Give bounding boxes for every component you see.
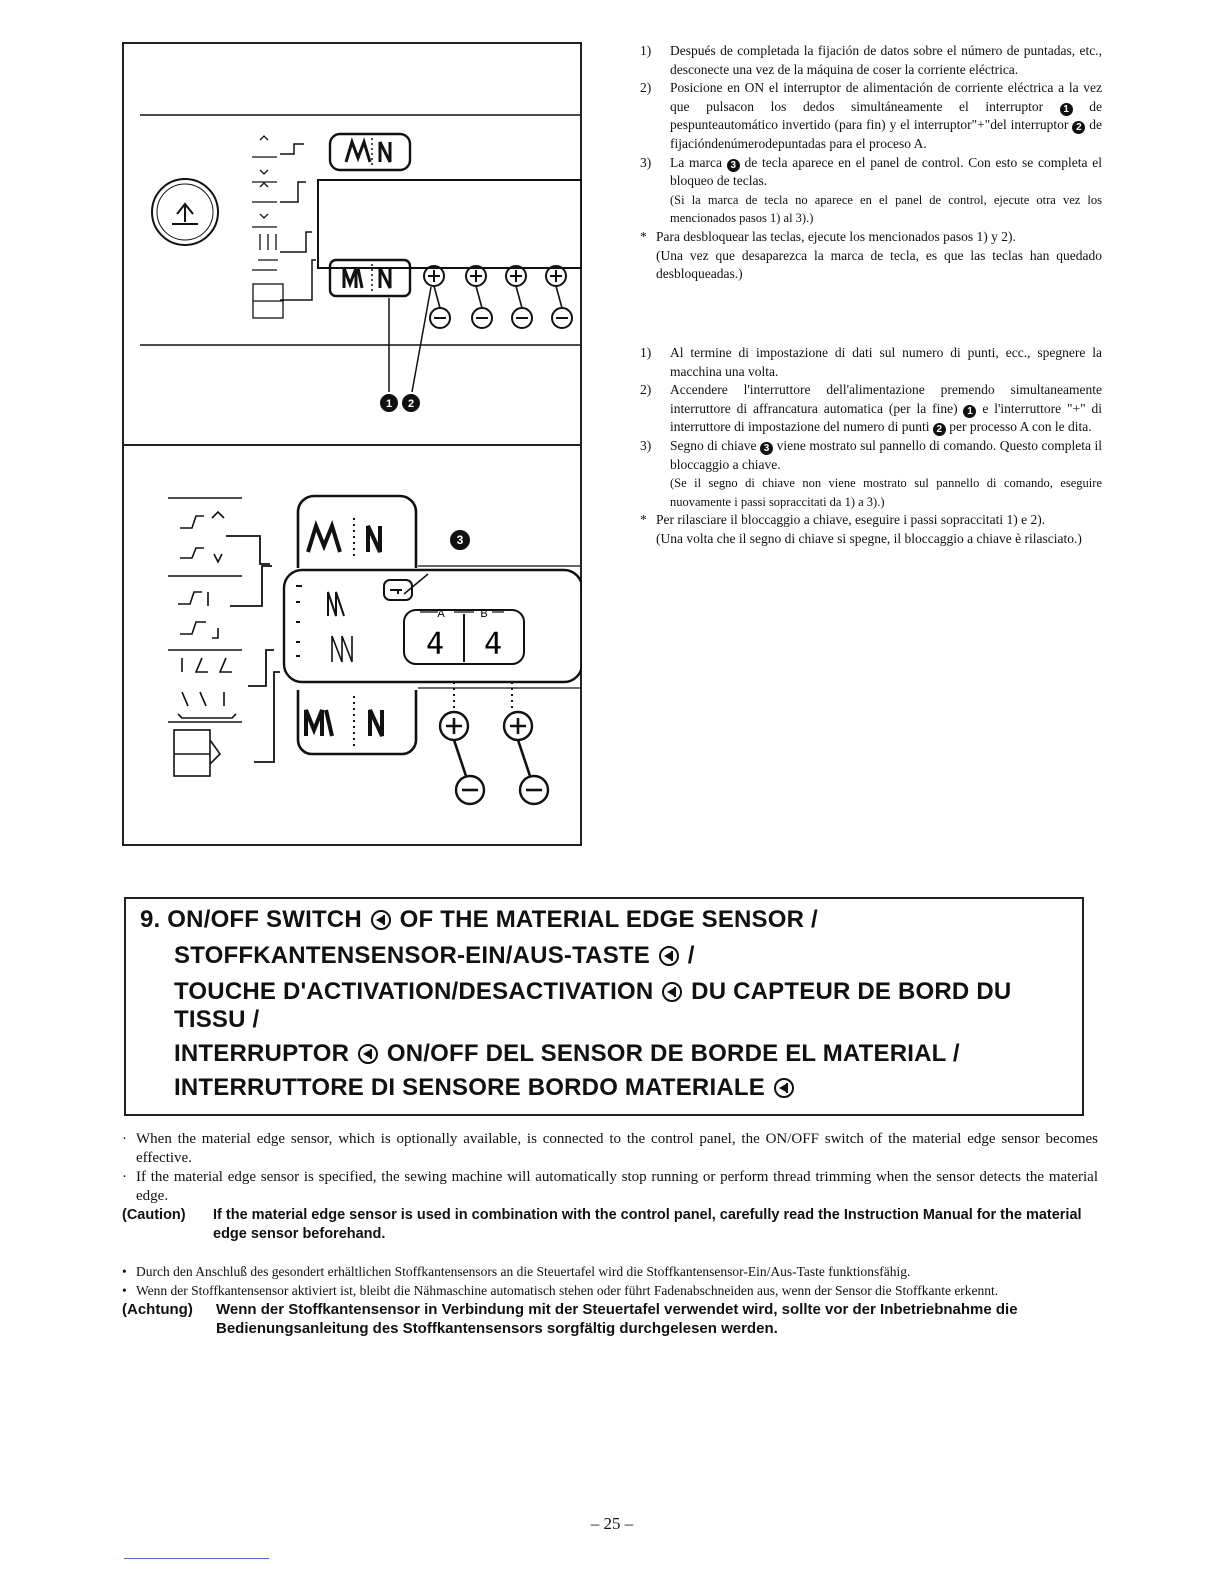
- edge-sensor-icon: [774, 1078, 794, 1098]
- bullet-dot: ·: [122, 1169, 127, 1185]
- it-step-3-part-a: Segno di chiave: [670, 437, 757, 453]
- heading-fr-part-b: DU CAPTEUR DE BORD DU: [691, 978, 1012, 1005]
- heading-en-part-a: ON/OFF SWITCH: [167, 906, 362, 933]
- edge-sensor-icon: [358, 1044, 378, 1064]
- callout-badge-3: 3: [760, 442, 773, 455]
- achtung-label: (Achtung): [122, 1301, 193, 1318]
- es-step-1: [640, 42, 1102, 79]
- heading-en-part-b: OF THE MATERIAL EDGE SENSOR /: [399, 906, 818, 933]
- segment-a-digit: 4: [425, 627, 445, 662]
- svg-text:2: 2: [407, 398, 415, 410]
- heading-de-part-b: /: [687, 942, 695, 969]
- edge-sensor-icon: [371, 910, 391, 930]
- de-bullet-2: [122, 1281, 1098, 1300]
- german-section: [122, 1262, 1098, 1338]
- section-heading-line-6: [140, 1073, 1072, 1103]
- callout-badge-2: 2: [933, 423, 946, 436]
- en-bullet-1-text: When the material edge sensor, which is optionally available, is connected to the control panel, the ON/OFF switch of the material edge sensor becomes effective.: [136, 1131, 1098, 1166]
- italian-instructions: [640, 344, 1102, 549]
- spanish-instructions: [640, 42, 1102, 284]
- caution-text: If the material edge sensor is used in combination with the control panel, carefully read the Instruction Manual for the material edge sensor beforehand.: [213, 1207, 1082, 1242]
- callout-badge-1: 1: [1060, 103, 1073, 116]
- top-display-upper: [330, 134, 410, 170]
- it-step-2-text: [670, 381, 1102, 437]
- bullet-dot: •: [122, 1264, 127, 1279]
- es-step-1-text: Después de completada la fijación de datos sobre el número de puntadas, etc., desconecte una vez de la máquina de coser la corriente eléctrica.: [670, 43, 1102, 77]
- bottom-plus-minus-keys[interactable]: [440, 682, 548, 804]
- es-unlock-note: [640, 228, 1102, 284]
- it-step-2-part-b: e l'interruttore "+" di interruttore di impostazione del numero di punti: [670, 400, 1102, 435]
- it-step-2: [640, 381, 1102, 437]
- es-step-2-text: [670, 79, 1102, 153]
- bullet-dot: ·: [122, 1131, 127, 1147]
- en-bullet-2: [122, 1168, 1098, 1206]
- es-note-star: *: [640, 228, 647, 244]
- section-number: 9.: [140, 906, 161, 933]
- it-step-3-num: 3): [640, 437, 652, 453]
- en-bullet-2-text: If the material edge sensor is specified, the sewing machine will automatically stop running or perform thread trimming when the sensor detects the material edge.: [136, 1169, 1098, 1204]
- it-step-3-part-b: viene mostrato sul pannello di comando. Questo completa il bloccaggio a chiave.: [670, 437, 1103, 472]
- section-heading-line-5: [140, 1039, 1072, 1069]
- it-note-sub: (Una volta che il segno di chiave si spegne, il bloccaggio a chiave è rilasciato.): [656, 530, 1082, 546]
- it-note-star: *: [640, 512, 647, 528]
- heading-it-part-a: INTERRUTTORE DI SENSORE BORDO MATERIALE: [174, 1074, 765, 1101]
- bullet-dot: •: [122, 1283, 127, 1298]
- achtung-text: Wenn der Stoffkantensensor in Verbindung mit der Steuertafel verwendet wird, sollte vor der Inbetriebnahme die Bedienungsanleitung des Stoffkantensensors sorgfältig durchgelesen werden.: [216, 1301, 1018, 1337]
- es-step-3-text: [670, 154, 1102, 228]
- svg-text:1: 1: [385, 398, 393, 410]
- de-bullet-2-text: Wenn der Stoffkantensensor aktiviert ist, bleibt die Nähmaschine automatisch stehen oder führt Fadenabschneiden aus, wenn der Sensor die Stoffkante erkennt.: [136, 1283, 999, 1298]
- caution-label: (Caution): [122, 1207, 186, 1223]
- es-note-text: Para desbloquear las teclas, ejecute los mencionados pasos 1) y 2).: [656, 228, 1016, 244]
- es-step-2-num: 2): [640, 80, 652, 96]
- heading-de-part-a: STOFFKANTENSENSOR-EIN/AUS-TASTE: [174, 942, 650, 969]
- english-section: [122, 1130, 1098, 1244]
- corner-rule: [124, 1558, 269, 1559]
- top-display-lower: [330, 260, 410, 296]
- es-step-3-part-b: de tecla aparece en el panel de control. Con esto se completa el bloqueo de teclas.: [670, 154, 1103, 189]
- it-step-3: [640, 437, 1102, 511]
- heading-es-part-b: ON/OFF DEL SENSOR DE BORDE EL MATERIAL /: [386, 1040, 960, 1067]
- edge-sensor-icon: [662, 982, 682, 1002]
- callout-badge-1: 1: [963, 405, 976, 418]
- it-step-3-text: [670, 437, 1102, 511]
- section-heading-line-2: [140, 941, 1072, 971]
- it-step-2-part-a: Accendere l'interruttore dell'alimentazione premendo simultaneamente interruttore di affrancatura automatica (per la fine): [670, 382, 1102, 416]
- callout-badge-2: 2: [1072, 121, 1085, 134]
- it-note-text: Per rilasciare il bloccaggio a chiave, eseguire i passi sopraccitati 1) e 2).: [656, 512, 1046, 528]
- es-step-3-num: 3): [640, 154, 652, 170]
- heading-es-part-a: INTERRUPTOR: [174, 1040, 350, 1067]
- es-step-3: [640, 154, 1102, 228]
- section-heading-line-1: [140, 905, 1072, 935]
- it-step-3-sub: (Se il segno di chiave non viene mostrato sul pannello di comando, eseguire nuovamente i passi sopraccitati da 1) a 3).): [670, 476, 1102, 509]
- it-step-2-part-c: per processo A con le dita.: [949, 419, 1092, 435]
- it-step-2-num: 2): [640, 382, 652, 398]
- de-bullet-1-text: Durch den Anschluß des gesondert erhältlichen Stoffkantensensors an die Steuertafel wird die Stoffkantensensor-Ein/Aus-Taste funktionsfähig.: [136, 1264, 911, 1279]
- es-step-2-part-a: Posicione en ON el interruptor de alimentación de corriente eléctrica a la vez que pulsacon los dedos simultáneamente el interruptor: [670, 80, 1102, 114]
- top-plus-minus-keys[interactable]: [424, 266, 572, 328]
- segment-b-digit: 4: [483, 627, 503, 662]
- en-bullet-1: [122, 1130, 1098, 1168]
- control-panel-diagram: [122, 42, 582, 846]
- pattern-icons-bottom: [168, 498, 242, 776]
- en-caution: [122, 1206, 1098, 1244]
- de-bullet-1: [122, 1262, 1098, 1281]
- es-step-2-part-b: de pespunteautomático invertido (para fin) y el interruptor"+"del interruptor: [670, 98, 1103, 133]
- es-note-sub: (Una vez que desaparezca la marca de tecla, es que las teclas han quedado desbloqueadas.): [656, 247, 1102, 282]
- heading-fr-part-a: TOUCHE D'ACTIVATION/DESACTIVATION: [174, 978, 654, 1005]
- bottom-display-lcd: [284, 570, 582, 682]
- it-step-1-num: 1): [640, 345, 652, 360]
- section-heading-line-3: [140, 977, 1072, 1007]
- heading-fr-part-c: TISSU /: [174, 1006, 260, 1033]
- es-step-2: [640, 79, 1102, 153]
- label-a: A: [437, 608, 445, 620]
- page-number: – 25 –: [590, 1514, 634, 1533]
- it-unlock-note: [640, 511, 1102, 548]
- it-step-1-text: Al termine di impostazione di dati sul numero di punti, ecc., spegnere la macchina una volta.: [670, 345, 1102, 379]
- de-achtung: [122, 1300, 1098, 1338]
- top-display-lcd: [318, 180, 582, 268]
- reverse-stitch-button[interactable]: [152, 179, 218, 245]
- edge-sensor-icon: [659, 946, 679, 966]
- es-step-2-part-c: de fijacióndenúmerodepuntadas para el proceso A.: [670, 117, 1103, 151]
- section-heading-box: [124, 897, 1084, 1116]
- label-b: B: [480, 608, 488, 620]
- es-step-3-sub: (Si la marca de tecla no aparece en el panel de control, ejecute otra vez los mencionados pasos 1) al 3).): [670, 192, 1102, 226]
- section-heading-line-4: [140, 1005, 1072, 1035]
- es-step-3-part-a: La marca: [670, 154, 722, 170]
- es-step-1-num: 1): [640, 43, 652, 58]
- callout-3-label: 3: [456, 533, 464, 547]
- pattern-icons-top: [252, 136, 283, 318]
- lcd-indicators: [296, 586, 302, 656]
- callout-badge-3: 3: [727, 159, 740, 172]
- it-step-1: [640, 344, 1102, 381]
